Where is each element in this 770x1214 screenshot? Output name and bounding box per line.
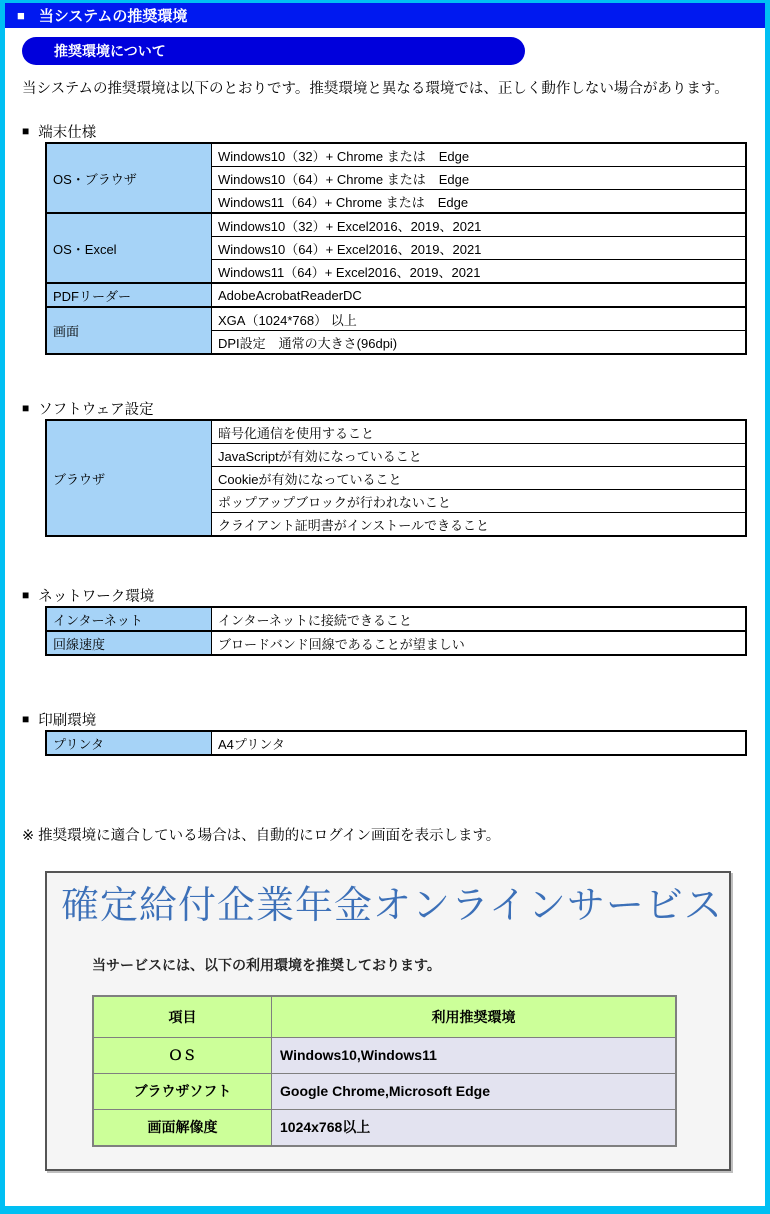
section-heading-network xyxy=(22,587,765,603)
software-spec-table xyxy=(45,419,747,537)
service-title: 確定給付企業年金オンラインサービス xyxy=(61,885,723,927)
service-screenshot-box xyxy=(45,871,731,1171)
spec-value-cell: Windows11（64）+ Excel2016、2019、2021 xyxy=(212,260,747,284)
service-env-table xyxy=(92,995,677,1147)
page-title: 当システムの推奨環境 xyxy=(38,8,188,25)
spec-value-cell: Windows10（64）+ Excel2016、2019、2021 xyxy=(212,237,747,260)
spec-value-cell: クライアント証明書がインストールできること xyxy=(212,513,747,537)
section-heading-label: ネットワーク環境 xyxy=(38,588,155,605)
spec-value-cell: XGA（1024*768） 以上 xyxy=(212,307,747,331)
spec-label-cell: OS・ブラウザ xyxy=(46,143,212,213)
spec-value-cell: A4プリンタ xyxy=(212,731,747,755)
section-bullet-icon: ■ xyxy=(22,712,30,726)
spec-value-cell: Cookieが有効になっていること xyxy=(212,467,747,490)
env-value-cell: Google Chrome,Microsoft Edge xyxy=(272,1073,677,1109)
section-heading-label: ソフトウェア設定 xyxy=(38,401,154,418)
spec-value-cell: AdobeAcrobatReaderDC xyxy=(212,283,747,307)
section-bullet-icon: ■ xyxy=(22,401,30,415)
spec-value-cell: Windows10（64）+ Chrome または Edge xyxy=(212,167,747,190)
env-col-env: 利用推奨環境 xyxy=(272,996,677,1038)
spec-value-cell: JavaScriptが有効になっていること xyxy=(212,444,747,467)
table-row xyxy=(46,607,746,631)
spec-label-cell: プリンタ xyxy=(46,731,212,755)
table-row xyxy=(46,420,746,444)
section-heading-label: 印刷環境 xyxy=(38,712,97,729)
spec-label-cell: 回線速度 xyxy=(46,631,212,655)
spec-label-cell: OS・Excel xyxy=(46,213,212,283)
env-label-cell: ブラウザソフト xyxy=(93,1073,272,1109)
table-row xyxy=(46,213,746,237)
spec-value-cell: Windows10（32）+ Chrome または Edge xyxy=(212,143,747,167)
section-heading-software xyxy=(22,400,765,416)
print-spec-table xyxy=(45,730,747,756)
table-row xyxy=(46,307,746,331)
env-label-cell: ＯＳ xyxy=(93,1037,272,1073)
spec-value-cell: Windows10（32）+ Excel2016、2019、2021 xyxy=(212,213,747,237)
section-pill-label: 推奨環境について xyxy=(54,43,166,59)
env-col-item: 項目 xyxy=(93,996,272,1038)
spec-label-cell: PDFリーダー xyxy=(46,283,212,307)
intro-text: 当システムの推奨環境は以下のとおりです。推奨環境と異なる環境では、正しく動作しない場合があります。 xyxy=(22,81,729,97)
service-subtitle: 当サービスには、以下の利用環境を推奨しております。 xyxy=(92,956,441,973)
table-row xyxy=(46,143,746,167)
spec-value-cell: Windows11（64）+ Chrome または Edge xyxy=(212,190,747,214)
section-heading-terminal xyxy=(22,123,765,139)
table-row xyxy=(46,631,746,655)
table-row xyxy=(93,1037,676,1073)
network-spec-table xyxy=(45,606,747,656)
spec-label-cell: インターネット xyxy=(46,607,212,631)
spec-value-cell: ポップアップブロックが行われないこと xyxy=(212,490,747,513)
env-label-cell: 画面解像度 xyxy=(93,1109,272,1146)
spec-label-cell: ブラウザ xyxy=(46,420,212,536)
section-bullet-icon: ■ xyxy=(22,124,30,138)
table-header-row xyxy=(93,996,676,1038)
spec-label-cell: 画面 xyxy=(46,307,212,354)
terminal-spec-table xyxy=(45,142,747,355)
env-value-cell: 1024x768以上 xyxy=(272,1109,677,1146)
table-row xyxy=(46,283,746,307)
spec-value-cell: 暗号化通信を使用すること xyxy=(212,420,747,444)
section-heading-label: 端末仕様 xyxy=(38,124,97,141)
section-heading-print xyxy=(22,711,765,727)
square-bullet-icon: ■ xyxy=(17,8,25,23)
table-row xyxy=(93,1073,676,1109)
table-row xyxy=(46,731,746,755)
page-title-banner xyxy=(5,3,765,28)
note-text: ※ 推奨環境に適合している場合は、自動的にログイン画面を表示します。 xyxy=(22,828,501,844)
spec-value-cell: インターネットに接続できること xyxy=(212,607,747,631)
section-bullet-icon: ■ xyxy=(22,588,30,602)
spec-value-cell: DPI設定 通常の大きさ(96dpi) xyxy=(212,331,747,355)
table-row xyxy=(93,1109,676,1146)
spec-value-cell: ブロードバンド回線であることが望ましい xyxy=(212,631,747,655)
section-pill xyxy=(22,37,525,65)
env-value-cell: Windows10,Windows11 xyxy=(272,1037,677,1073)
